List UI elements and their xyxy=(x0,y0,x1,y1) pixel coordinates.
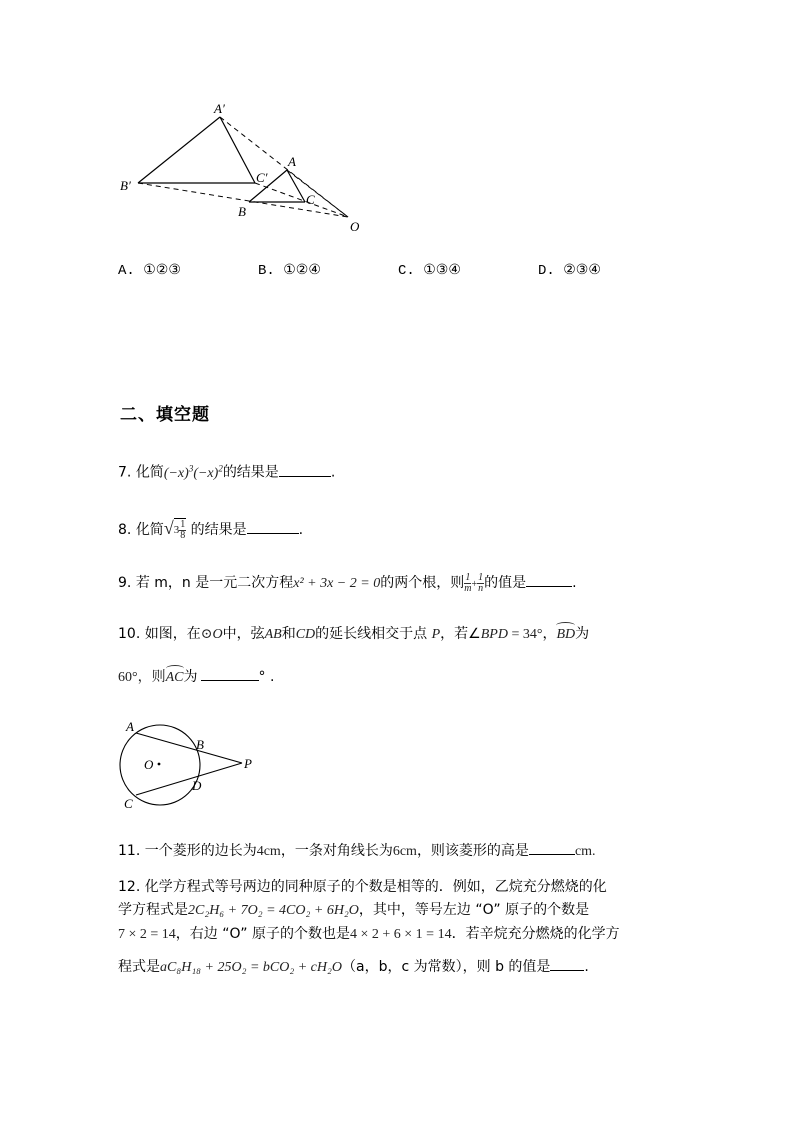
answer-blank[interactable] xyxy=(550,956,584,971)
circle-label: O xyxy=(212,627,223,642)
question-text: 12. 化学方程式等号两边的同种原子的个数是相等的．例如，乙烷充分燃烧的化 xyxy=(118,879,607,895)
question-text: ， xyxy=(542,626,557,642)
unit: cm. xyxy=(574,844,596,859)
label-o: O xyxy=(350,219,360,234)
label-p: P xyxy=(244,756,252,771)
label-a: A xyxy=(126,719,134,734)
label-c: C xyxy=(124,796,133,811)
answer-blank[interactable] xyxy=(279,462,331,477)
question-text: 化简 xyxy=(135,522,164,538)
answer-blank[interactable] xyxy=(201,666,259,681)
answer-blank[interactable] xyxy=(247,519,299,534)
question-text: 的值是 xyxy=(484,575,527,591)
side-length: 4cm xyxy=(256,844,281,859)
arc-ac: AC xyxy=(166,668,184,688)
question-text: 和 xyxy=(281,626,296,642)
question-text: ，一条对角线长为 xyxy=(280,843,393,859)
question-text: ．若辛烷充分燃烧的化学方 xyxy=(451,926,620,942)
choice-value: ②③④ xyxy=(563,263,601,279)
question-text: 若 m，n 是一元二次方程 xyxy=(135,575,294,591)
plus-sign: + xyxy=(471,579,478,590)
math-expression: 4 × 2 + 6 × 1 = 14 xyxy=(349,927,452,942)
choice-value: ①②④ xyxy=(283,263,321,279)
question-text: （a，b，c 为常数），则 b 的值是 xyxy=(342,959,551,975)
period: . xyxy=(584,959,589,975)
question-12-line-2 xyxy=(118,900,589,921)
label-b: B xyxy=(238,204,246,219)
choice-d[interactable] xyxy=(538,262,601,279)
question-text: ，若∠ xyxy=(440,626,481,642)
label-c: C xyxy=(306,192,315,207)
question-7 xyxy=(118,458,335,484)
question-text: 为 xyxy=(575,626,590,642)
point-p: P xyxy=(431,627,441,642)
question-10-line-1 xyxy=(118,624,589,645)
choice-letter: D. xyxy=(538,263,555,279)
question-12-line-4 xyxy=(118,956,589,978)
choice-value: ①②③ xyxy=(143,263,181,279)
question-text: 的延长线相交于点 xyxy=(315,626,428,642)
choice-letter: A. xyxy=(118,263,135,279)
question-text: 中，弦 xyxy=(222,626,265,642)
question-text: 的两个根，则 xyxy=(380,575,465,591)
label-b-prime: B′ xyxy=(120,178,131,193)
circle-secant-figure xyxy=(110,710,280,820)
diagonal-length: 6cm xyxy=(392,844,417,859)
period: . xyxy=(298,522,304,538)
section-title: 二、填空题 xyxy=(120,405,210,425)
question-text: 的结果是 xyxy=(190,522,247,538)
choice-letter: C. xyxy=(398,263,415,279)
question-9 xyxy=(118,572,577,595)
math-expression: $(-x)^3(-x)^2$ xyxy=(163,463,223,481)
label-a-prime: A′ xyxy=(214,101,225,116)
question-8 xyxy=(118,518,303,541)
question-text: ，右边 “O” 原子的个数也是 xyxy=(175,926,350,942)
angle-value: = 34° xyxy=(507,627,543,642)
question-text: 为 xyxy=(183,669,198,685)
question-10-line-2 xyxy=(118,666,274,688)
sqrt-expression: √$^3$ $\frac{1}{8}$ xyxy=(163,518,186,542)
question-text: ，其中，等号左边 “O” 原子的个数是 xyxy=(358,902,590,918)
homothety-figure xyxy=(110,95,380,240)
question-text: 的结果是 xyxy=(222,464,279,481)
question-12-line-3 xyxy=(118,924,620,945)
question-text: 化简 xyxy=(135,464,164,481)
label-c-prime: C′ xyxy=(256,170,268,185)
chord-cd: CD xyxy=(295,627,316,642)
choice-b[interactable] xyxy=(258,262,321,279)
chord-ab: AB xyxy=(264,627,282,642)
label-b: B xyxy=(196,737,204,752)
choice-value: ①③④ xyxy=(423,263,461,279)
question-text: ，则该菱形的高是 xyxy=(416,843,529,859)
question-number: 9. xyxy=(118,575,132,591)
choice-a[interactable] xyxy=(118,262,181,279)
math-expression: 7 × 2 = 14 xyxy=(118,927,176,942)
question-text: 60°，则 xyxy=(118,670,166,685)
question-text: 程式是 xyxy=(118,959,160,975)
question-number: 10. xyxy=(118,626,141,642)
q6-choices xyxy=(118,262,658,286)
period: . xyxy=(572,575,577,591)
choice-letter: B. xyxy=(258,263,275,279)
fraction-1-over-n: $\frac{1}{n}$ xyxy=(478,571,484,594)
angle-bpd: BPD xyxy=(480,627,508,642)
question-12-line-1 xyxy=(118,877,607,897)
arc-bd: BD xyxy=(556,625,575,645)
label-d: D xyxy=(192,778,202,793)
question-11 xyxy=(118,840,596,862)
question-number: 7. xyxy=(118,464,132,481)
math-equation: x² + 3x − 2 = 0 xyxy=(293,576,381,591)
octane-equation: aC₈H₁₈ + 25O₂ = bCO₂ + cH₂O xyxy=(160,960,342,975)
period: . xyxy=(330,464,336,481)
question-text: 学方程式是 xyxy=(118,902,188,918)
question-number: 8. xyxy=(118,522,132,538)
fraction-1-over-m: $\frac{1}{m}$ xyxy=(464,571,472,594)
ethane-equation: 2C₂H₆ + 7O₂ = 4CO₂ + 6H₂O xyxy=(188,903,359,918)
answer-blank[interactable] xyxy=(526,572,572,587)
label-a: A xyxy=(288,154,296,169)
answer-blank[interactable] xyxy=(529,840,575,855)
question-text: 11. 一个菱形的边长为 xyxy=(118,843,257,859)
choice-c[interactable] xyxy=(398,262,461,279)
circle-symbol-icon: ⊙ xyxy=(200,627,213,642)
degree-unit: ° . xyxy=(258,669,275,685)
question-text: 如图，在 xyxy=(144,626,201,642)
label-o: O xyxy=(144,757,154,772)
